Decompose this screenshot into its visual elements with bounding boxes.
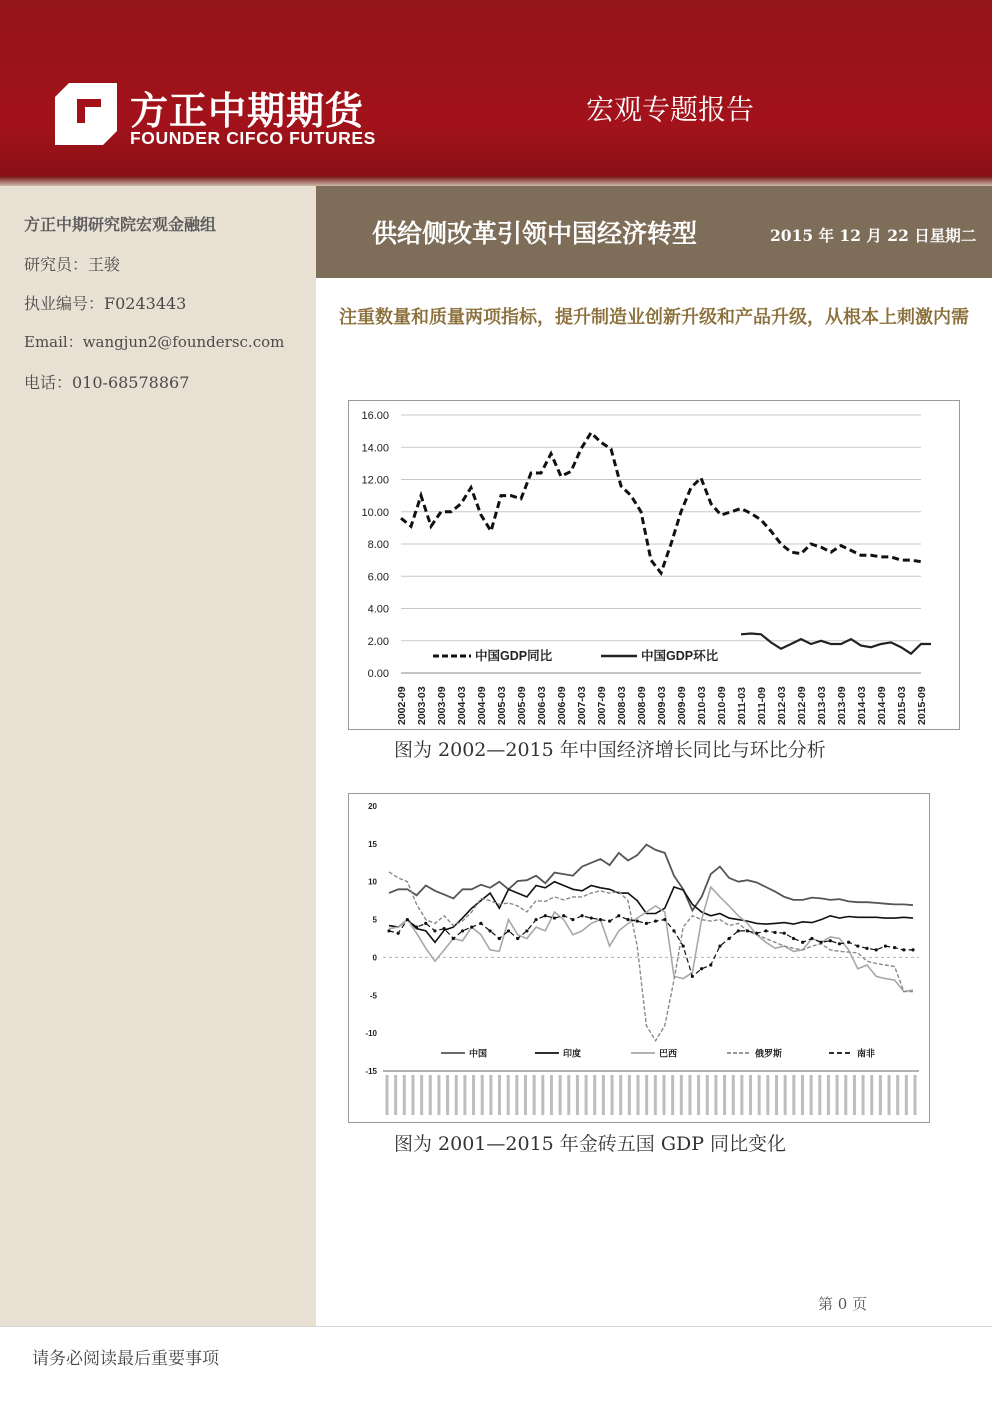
x-tick-mark [697,1075,700,1115]
x-tick-mark [489,1075,492,1115]
series-marker [893,946,896,949]
x-tick-mark [758,1075,761,1115]
series-marker [884,944,887,947]
legend-label: 中国GDP环比 [641,649,719,663]
y-tick-label: 0.00 [367,668,389,680]
series-marker [590,916,593,919]
x-tick-mark [515,1075,518,1115]
x-tick-mark [559,1075,562,1115]
brand-name-cn: 方正中期期货 [130,89,365,133]
series-marker [415,926,418,929]
figure-caption-1: 图为 2002—2015 年中国经济增长同比与环比分析 [394,739,826,761]
x-tick-mark [853,1075,856,1115]
x-tick-mark [637,1075,640,1115]
chart-brics-gdp [348,793,930,1123]
header-banner [0,0,992,176]
x-tick-mark [602,1075,605,1115]
x-tick-mark [619,1075,622,1115]
x-tick-mark [472,1075,475,1115]
contact-email: Email：wangjun2@foundersc.com [24,333,285,351]
x-tick-mark [533,1075,536,1115]
y-tick-label: 20 [368,802,377,811]
figure-caption-2: 图为 2001—2015 年金砖五国 GDP 同比变化 [394,1133,787,1155]
series-marker [617,914,620,917]
x-tick-mark [576,1075,579,1115]
x-tick-mark [706,1075,709,1115]
x-tick-mark [550,1075,553,1115]
y-tick-label: -5 [369,991,377,1001]
series-marker [774,931,777,934]
series-marker [433,929,436,932]
series-marker [516,937,519,940]
x-tick-mark [723,1075,726,1115]
y-tick-label: 6.00 [367,571,389,584]
series-marker [645,922,648,925]
series-marker [663,918,666,921]
x-tick-label: 2014-09 [876,686,888,725]
series-line-4 [389,916,913,977]
x-tick-mark [740,1075,743,1115]
x-tick-label: 2007-03 [576,686,588,725]
x-tick-label: 2005-09 [516,686,528,725]
series-marker [626,918,629,921]
y-tick-label: 12.00 [361,474,389,487]
x-tick-label: 2005-03 [496,686,508,725]
x-tick-mark [585,1075,588,1115]
disclaimer-notice[interactable]: 请务必阅读最后重要事项 [32,1349,219,1369]
y-tick-label: 5 [372,915,377,925]
page-number: 第 0 页 [818,1295,868,1313]
x-tick-label: 2012-03 [776,686,788,725]
x-tick-label: 2009-09 [676,686,688,725]
series-marker [608,919,611,922]
x-tick-mark [671,1075,674,1115]
research-group: 方正中期研究院宏观金融组 [24,215,217,234]
x-tick-mark [386,1075,389,1115]
series-marker [911,948,914,951]
series-marker [783,932,786,935]
y-tick-label: 2.00 [367,635,389,648]
x-tick-label: 2013-03 [816,686,828,725]
x-tick-mark [688,1075,691,1115]
legend-label: 巴西 [659,1048,678,1059]
series-marker [424,922,427,925]
x-tick-mark [810,1075,813,1115]
x-tick-mark [818,1075,821,1115]
series-marker [452,937,455,940]
x-tick-mark [662,1075,665,1115]
x-tick-mark [611,1075,614,1115]
x-tick-label: 2006-03 [536,686,548,725]
x-tick-label: 2009-03 [656,686,668,725]
x-tick-mark [498,1075,501,1115]
series-marker [700,967,703,970]
series-line-0 [401,433,921,573]
series-marker [498,937,501,940]
series-marker [875,948,878,951]
x-tick-mark [437,1075,440,1115]
series-line-3 [389,872,913,1041]
y-tick-label: 10 [368,877,377,887]
series-line-2 [389,887,913,992]
report-title: 供给侧改革引领中国经济转型 [372,219,698,248]
x-tick-label: 2002-09 [396,686,408,725]
report-date: 2015 年 12 月 22 日星期二 [770,226,977,245]
series-marker [810,937,813,940]
report-headline: 注重数量和质量两项指标，提升制造业创新升级和产品升级，从根本上刺激内需 [339,307,969,328]
founder-logo-icon [55,83,117,145]
x-tick-mark [394,1075,397,1115]
series-marker [525,929,528,932]
series-marker [479,922,482,925]
chart-brics-gdp-svg [349,794,929,1122]
x-tick-label: 2004-03 [456,686,468,725]
x-tick-mark [766,1075,769,1115]
series-marker [801,941,804,944]
x-tick-mark [905,1075,908,1115]
y-tick-label: -15 [365,1067,377,1076]
x-tick-label: 2010-03 [696,686,708,725]
x-tick-mark [844,1075,847,1115]
series-marker [764,929,767,932]
x-tick-mark [567,1075,570,1115]
legend-label: 中国GDP同比 [475,649,553,663]
series-marker [709,963,712,966]
series-marker [838,942,841,945]
series-marker [728,937,731,940]
x-tick-mark [524,1075,527,1115]
x-tick-label: 2007-09 [596,686,608,725]
x-tick-label: 2003-09 [436,686,448,725]
series-marker [397,932,400,935]
series-marker [682,944,685,947]
x-tick-mark [792,1075,795,1115]
x-tick-mark [827,1075,830,1115]
x-tick-mark [429,1075,432,1115]
legend-label: 俄罗斯 [755,1048,783,1059]
series-marker [902,948,905,951]
x-tick-label: 2015-09 [916,686,928,725]
x-tick-mark [403,1075,406,1115]
series-marker [507,929,510,932]
x-tick-label: 2006-09 [556,686,568,725]
x-tick-label: 2010-09 [716,686,728,725]
x-tick-label: 2015-03 [896,686,908,725]
series-marker [443,927,446,930]
x-tick-label: 2014-03 [856,686,868,725]
x-tick-mark [749,1075,752,1115]
x-tick-mark [463,1075,466,1115]
x-tick-label: 2011-03 [736,687,748,725]
x-tick-mark [914,1075,917,1115]
series-marker [856,944,859,947]
x-tick-label: 2004-09 [476,686,488,725]
y-tick-label: 0 [372,953,377,963]
x-tick-mark [879,1075,882,1115]
x-tick-mark [645,1075,648,1115]
y-tick-label: 8.00 [367,539,389,551]
series-line-0 [389,845,913,911]
chart-gdp-yoy-qoq-svg [349,401,959,729]
report-type: 宏观专题报告 [586,93,755,126]
x-tick-mark [654,1075,657,1115]
x-tick-label: 2013-09 [836,686,848,725]
x-tick-label: 2008-03 [616,686,628,725]
x-tick-label: 2008-09 [636,686,648,725]
x-tick-mark [481,1075,484,1115]
series-marker [737,929,740,932]
series-marker [746,929,749,932]
x-tick-label: 2011-09 [756,687,768,725]
x-tick-mark [411,1075,414,1115]
series-marker [534,918,537,921]
series-marker [571,918,574,921]
y-tick-label: 15 [368,839,377,849]
x-tick-label: 2012-09 [796,686,808,725]
x-tick-mark [714,1075,717,1115]
y-tick-label: -10 [365,1029,377,1039]
series-marker [406,918,409,921]
x-tick-mark [775,1075,778,1115]
x-tick-mark [593,1075,596,1115]
series-marker [755,932,758,935]
chart-gdp-yoy-qoq [348,400,960,730]
series-marker [672,929,675,932]
license-number: 执业编号：F0243443 [24,294,187,313]
x-tick-mark [784,1075,787,1115]
series-marker [562,914,565,917]
x-tick-mark [446,1075,449,1115]
series-marker [865,947,868,950]
y-tick-label: 16.00 [361,410,389,422]
x-tick-mark [541,1075,544,1115]
brand-name-en: FOUNDER CIFCO FUTURES [130,128,376,148]
series-marker [387,929,390,932]
x-tick-mark [801,1075,804,1115]
series-marker [718,944,721,947]
y-tick-label: 4.00 [367,603,389,616]
series-marker [489,929,492,932]
legend-label: 中国 [469,1048,488,1059]
series-marker [819,941,822,944]
y-tick-label: 14.00 [361,442,389,455]
x-tick-mark [862,1075,865,1115]
x-tick-mark [888,1075,891,1115]
x-tick-label: 2003-03 [416,686,428,725]
x-tick-mark [680,1075,683,1115]
series-marker [792,937,795,940]
series-marker [544,914,547,917]
series-marker [553,916,556,919]
contact-phone: 电话：010-68578867 [24,373,190,392]
series-marker [599,918,602,921]
y-tick-label: 10.00 [361,506,389,519]
researcher-name: 研究员：王骏 [24,255,121,274]
series-marker [636,919,639,922]
series-marker [691,975,694,978]
legend-label: 南非 [857,1048,876,1059]
series-marker [847,941,850,944]
x-tick-mark [896,1075,899,1115]
x-tick-mark [628,1075,631,1115]
x-tick-mark [870,1075,873,1115]
legend-label: 印度 [563,1048,582,1059]
x-tick-mark [507,1075,510,1115]
series-marker [829,939,832,942]
series-marker [580,914,583,917]
footer-divider [0,1326,992,1327]
series-line-1 [741,634,931,654]
x-tick-mark [455,1075,458,1115]
sidebar [0,186,316,1326]
x-tick-mark [420,1075,423,1115]
x-tick-mark [836,1075,839,1115]
series-marker [470,926,473,929]
x-tick-mark [732,1075,735,1115]
series-marker [654,919,657,922]
series-marker [461,929,464,932]
header-divider [0,176,992,186]
